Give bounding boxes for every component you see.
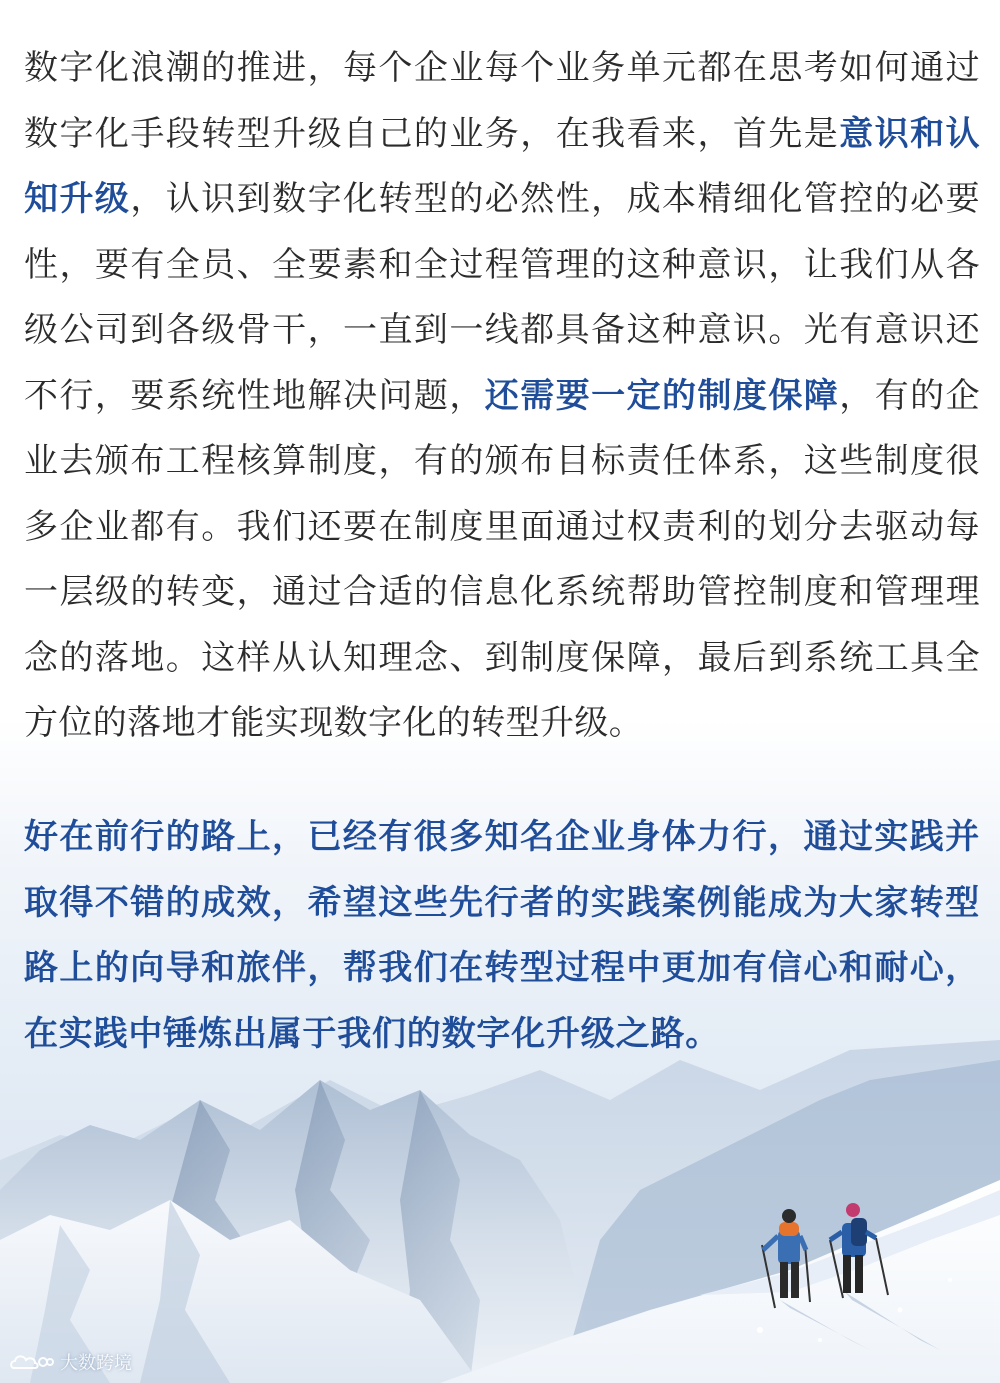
paragraph-conclusion: 好在前行的路上，已经有很多知名企业身体力行，通过实践并取得不错的成效，希望这些先行者的实践案例能成为大家转型路上的向导和旅伴，帮我们在转型过程中更加有信心和耐心，在实践中锤炼出属于我们的数字化升级之路。 xyxy=(24,817,980,1054)
watermark xyxy=(10,1349,132,1375)
paragraph-main-text-1: 数字化浪潮的推进，每个企业每个业务单元都在思考如何通过数字化手段转型升级自己的业务，在我看来，首先是 xyxy=(24,48,980,154)
watermark-text: 大数跨境 xyxy=(60,1353,132,1374)
cloud-logo-icon xyxy=(10,1352,54,1372)
paragraph-main-text-3: ，有的企业去颁布工程核算制度，有的颁布目标责任体系，这些制度很多企业都有。我们还要在制度里面通过权责利的划分去驱动每一层级的转变，通过合适的信息化系统帮助管控制度和管理理念的落地。这样从认知理念、到制度保障，最后到系统工具全方位的落地才能实现数字化的转型升级。 xyxy=(24,375,981,743)
highlight-awareness: 意识和认知升级 xyxy=(24,113,980,219)
paragraph-main xyxy=(24,36,980,757)
highlight-institution: 还需要一定的制度保障 xyxy=(484,375,840,416)
mountain-climbers-illustration xyxy=(0,1040,1000,1383)
paragraph-main-text-2: ，认识到数字化转型的必然性，成本精细化管控的必要性，要有全员、全要素和全过程管理的这种意识，让我们从各级公司到各级骨干，一直到一线都具备这种意识。光有意识还不行，要系统性地解决问题， xyxy=(24,179,980,416)
